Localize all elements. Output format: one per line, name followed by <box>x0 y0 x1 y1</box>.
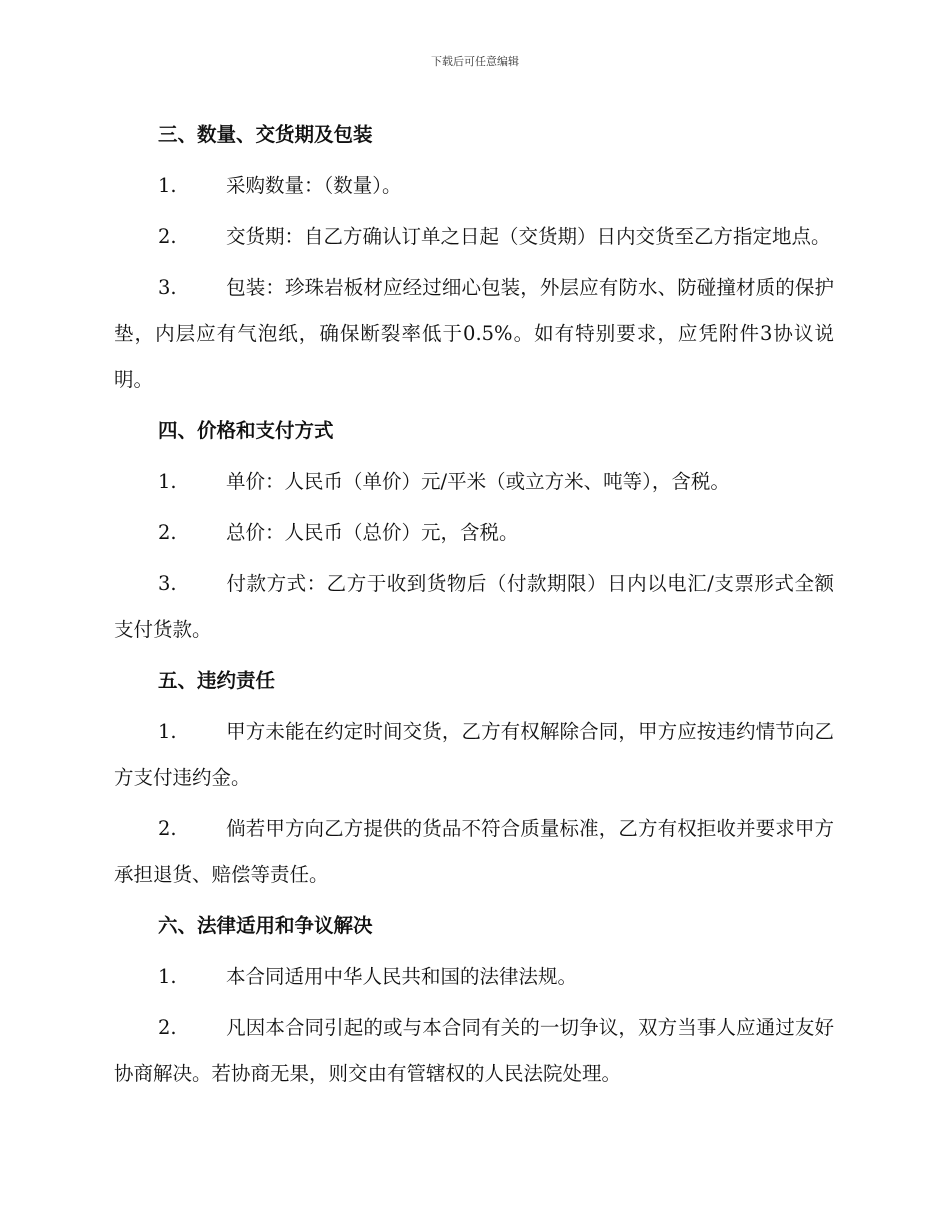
clause-number: 3. <box>158 276 177 299</box>
clause-number: 1. <box>158 965 177 988</box>
clause-paragraph <box>114 561 834 653</box>
section-heading-quantity-delivery-packaging: 三、数量、交货期及包装 <box>158 123 373 146</box>
document-body <box>114 112 834 1097</box>
clause-number: 1. <box>158 470 177 493</box>
clause-text: 本合同适用中华人民共和国的法律法规。 <box>226 965 578 988</box>
clause-number: 1. <box>158 174 177 197</box>
clause-number: 2. <box>158 225 177 248</box>
clause-number: 1. <box>158 720 177 743</box>
clause-number: 2. <box>158 817 177 840</box>
clause-paragraph <box>114 163 834 209</box>
clause-text: 凡因本合同引起的或与本合同有关的一切争议，双方当事人应通过友好协商解决。若协商无果，则交由有管辖权的人民法院处理。 <box>114 1016 834 1085</box>
clause-paragraph <box>114 510 834 556</box>
clause-text: 采购数量：（数量）。 <box>226 174 402 197</box>
clause-text: 付款方式：乙方于收到货物后（付款期限）日内以电汇/支票形式全额支付货款。 <box>114 572 834 641</box>
clause-paragraph <box>114 709 834 801</box>
clause-text: 交货期：自乙方确认订单之日起（交货期）日内交货至乙方指定地点。 <box>226 225 831 248</box>
clause-paragraph <box>114 265 834 403</box>
clause-number: 2. <box>158 521 177 544</box>
clause-number: 3. <box>158 572 177 595</box>
clause-paragraph <box>114 806 834 898</box>
section-heading-liability: 五、违约责任 <box>158 669 276 692</box>
clause-text: 甲方未能在约定时间交货，乙方有权解除合同，甲方应按违约情节向乙方支付违约金。 <box>114 720 834 789</box>
clause-number: 2. <box>158 1016 177 1039</box>
clause-paragraph <box>114 459 834 505</box>
clause-text: 总价：人民币（总价）元，含税。 <box>226 521 519 544</box>
section-heading-law-disputes: 六、法律适用和争议解决 <box>158 914 373 937</box>
clause-text: 倘若甲方向乙方提供的货品不符合质量标准，乙方有权拒收并要求甲方承担退货、赔偿等责任。 <box>114 817 834 886</box>
section-heading-price-payment: 四、价格和支付方式 <box>158 419 334 442</box>
clause-text: 单价：人民币（单价）元/平米（或立方米、吨等），含税。 <box>226 470 730 493</box>
clause-paragraph <box>114 954 834 1000</box>
page-header: 下载后可任意编辑 <box>431 55 519 68</box>
clause-paragraph <box>114 1005 834 1097</box>
clause-text: 包装：珍珠岩板材应经过细心包装，外层应有防水、防碰撞材质的保护垫，内层应有气泡纸，确保断裂率低于0.5%。如有特别要求，应凭附件3协议说明。 <box>114 276 834 391</box>
clause-paragraph <box>114 214 834 260</box>
